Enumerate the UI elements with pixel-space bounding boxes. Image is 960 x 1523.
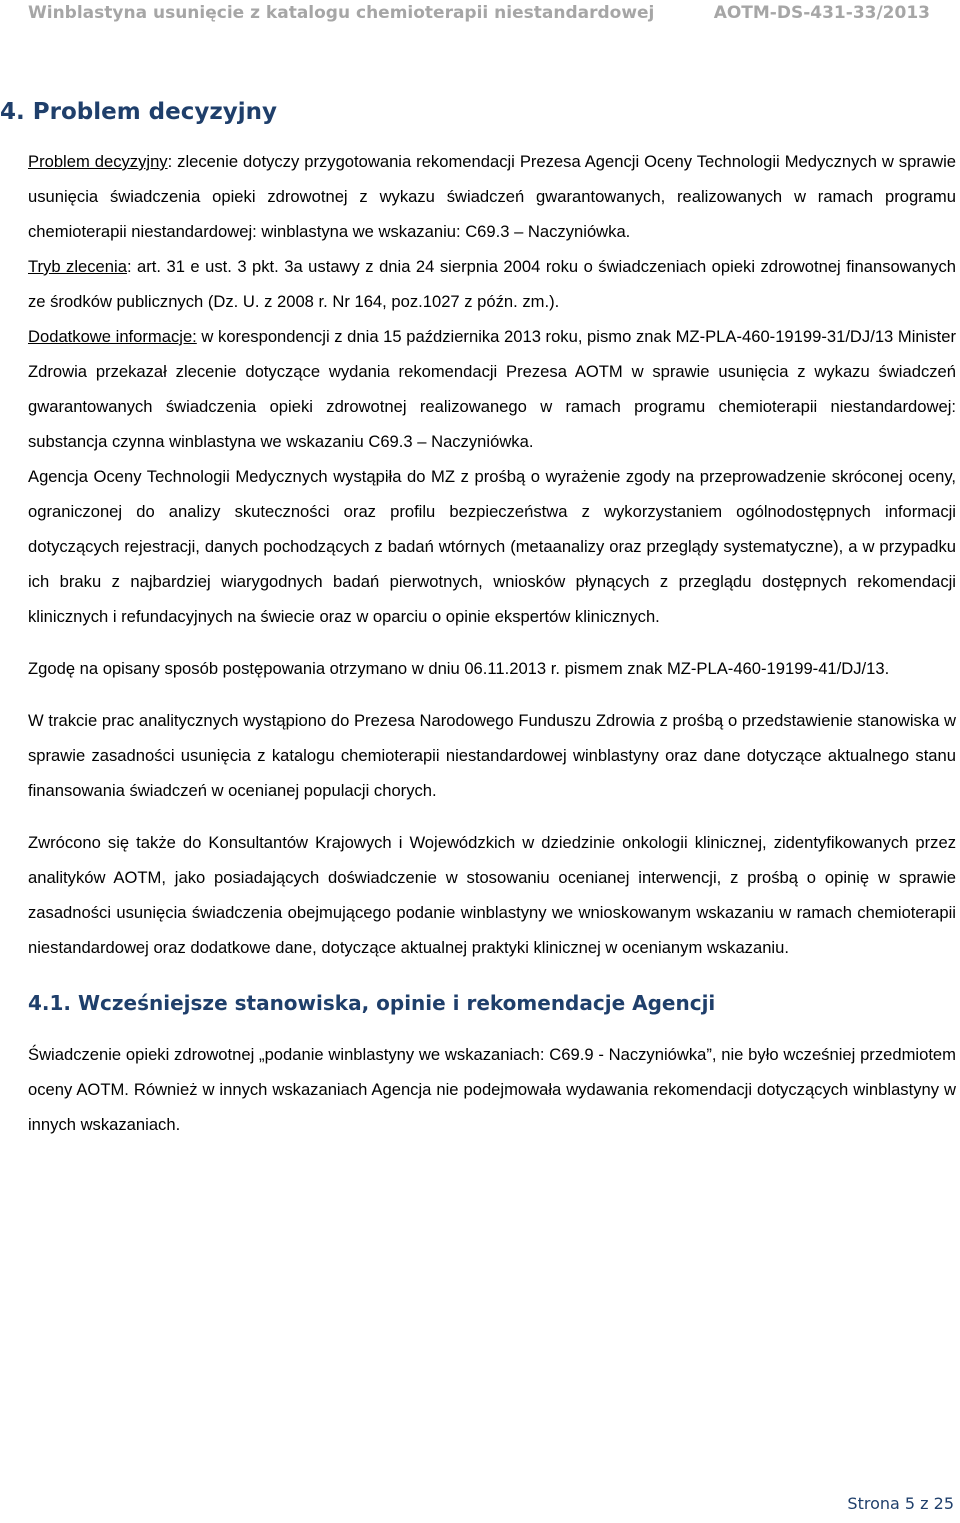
paragraph-consultants: Zwrócono się także do Konsultantów Krajowych i Wojewódzkich w dziedzinie onkologii klinicznej, zidentyfikowanych przez analityków AOTM, jako posiadających doświadczenie w stosowaniu ocenianej interwencji, z prośbą o opinię w sprawie zasadności usunięcia świadczenia obejmującego podanie winblastyny we wnioskowanym wskazaniu w ramach chemioterapii niestandardowej oraz dodatkowe dane, dotyczące aktualnej praktyki klinicznej w ocenianym wskazaniu. (28, 833, 956, 957)
paragraph-problem (28, 144, 956, 249)
text-problem: : zlecenie dotyczy przygotowania rekomendacji Prezesa Agencji Oceny Technologii Medycznych w sprawie usunięcia świadczenia opieki zdrowotnej z wykazu świadczeń gwarantowanych, realizowanych w ramach programu chemioterapii niestandardowej: winblastyna we wskazaniu: C69.3 – Naczyniówka. (28, 152, 956, 241)
paragraph-previous-positions: Świadczenie opieki zdrowotnej „podanie winblastyny we wskazaniach: C69.9 - Naczyniówka”, nie było wcześniej przedmiotem oceny AOTM. Również w innych wskazaniach Agencja nie podejmowała wydawania rekomendacji dotyczących winblastyny w innych wskazaniach. (28, 1045, 956, 1134)
main-content (0, 90, 956, 1142)
header-doc-id: AOTM-DS-431-33/2013 (713, 3, 930, 23)
paragraph-additional-info (28, 319, 956, 459)
label-additional-info: Dodatkowe informacje: (28, 327, 197, 346)
paragraph-mode (28, 249, 956, 319)
text-mode: : art. 31 e ust. 3 pkt. 3a ustawy z dnia 24 sierpnia 2004 roku o świadczeniach opieki zdrowotnej finansowanych ze środków publicznych (Dz. U. z 2008 r. Nr 164, poz.1027 z późn. zm.). (28, 257, 956, 311)
header-title: Winblastyna usunięcie z katalogu chemioterapii niestandardowej (28, 3, 655, 23)
label-mode: Tryb zlecenia (28, 257, 127, 276)
paragraph-nfz-request: W trakcie prac analitycznych wystąpiono do Prezesa Narodowego Funduszu Zdrowia z prośbą o przedstawienie stanowiska w sprawie zasadności usunięcia z katalogu chemioterapii niestandardowej winblastyny oraz dane dotyczące aktualnego stanu finansowania świadczeń w ocenianej populacji chorych. (28, 711, 956, 800)
page-number: Strona 5 z 25 (847, 1494, 954, 1513)
label-problem: Problem decyzyjny (28, 152, 168, 171)
text-additional-info: w korespondencji z dnia 15 października 2013 roku, pismo znak MZ-PLA-460-19199-31/DJ/13 Minister Zdrowia przekazał zlecenie dotyczące wydania rekomendacji Prezesa AOTM w sprawie usunięcia z wykazu świadczeń gwarantowanych świadczenia opieki zdrowotnej realizowanego w ramach programu chemioterapii niestandardowej: substancja czynna winblastyna we wskazaniu C69.3 – Naczyniówka. (28, 327, 956, 451)
running-header (0, 0, 960, 26)
subsection-heading: 4.1. Wcześniejsze stanowiska, opinie i rekomendacje Agencji (28, 991, 716, 1015)
paragraph-consent: Zgodę na opisany sposób postępowania otrzymano w dniu 06.11.2013 r. pismem znak MZ-PLA-460-19199-41/DJ/13. (28, 659, 890, 678)
section-heading: 4. Problem decyzyjny (0, 99, 277, 125)
paragraph-agency-request: Agencja Oceny Technologii Medycznych wystąpiła do MZ z prośbą o wyrażenie zgody na przeprowadzenie skróconej oceny, ograniczonej do analizy skuteczności oraz profilu bezpieczeństwa z wykorzystaniem ogólnodostępnych informacji dotyczących rejestracji, danych pochodzących z badań wtórnych (metaanalizy oraz przeglądy systematyczne), a w przypadku ich braku z najbardziej wiarygodnych badań pierwotnych, wniosków płynących z przeglądu dostępnych rekomendacji klinicznych i refundacyjnych na świecie oraz w oparciu o opinie ekspertów klinicznych. (28, 467, 956, 626)
